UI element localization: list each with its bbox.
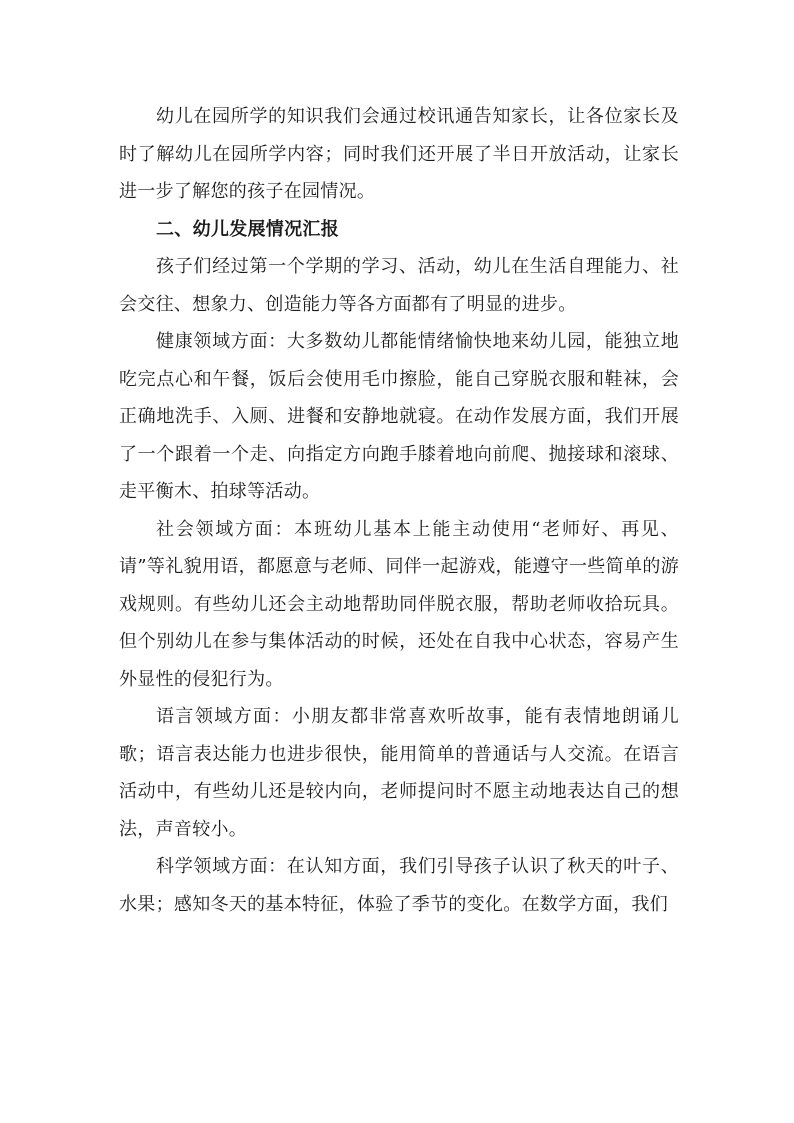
section-heading-development-report: 二、幼儿发展情况汇报 — [156, 218, 339, 240]
paragraph-science-domain: 科学领域方面：在认知方面，我们引导孩子认识了秋天的叶子、水果；感知冬天的基本特征，体验了季节的变化。在数学方面，我们 — [119, 856, 679, 915]
paragraph-parent-communication: 幼儿在园所学的知识我们会通过校讯通告知家长，让各位家长及时了解幼儿在园所学内容；同时我们还开展了半日开放活动，让家长进一步了解您的孩子在园情况。 — [119, 106, 679, 202]
paragraph-language-domain: 语言领域方面：小朋友都非常喜欢听故事，能有表情地朗诵儿歌；语言表达能力也进步很快，能用简单的普通话与人交流。在语言活动中，有些幼儿还是较内向，老师提问时不愿主动地表达自己的想法，声音较小。 — [119, 706, 679, 840]
paragraph-health-domain: 健康领域方面：大多数幼儿都能情绪愉快地来幼儿园，能独立地吃完点心和午餐，饭后会使用毛巾擦脸，能自己穿脱衣服和鞋袜，会正确地洗手、入厕、进餐和安静地就寝。在动作发展方面，我们开展了一个跟着一个走、向指定方向跑手膝着地向前爬、抛接球和滚球、走平衡木、拍球等活动。 — [119, 331, 679, 502]
paragraph-social-domain: 社会领域方面：本班幼儿基本上能主动使用“老师好、再见、请”等礼貌用语，都愿意与老师、同伴一起游戏，能遵守一些简单的游戏规则。有些幼儿还会主动地帮助同伴脱衣服，帮助老师收拾玩具。但个别幼儿在参与集体活动的时候，还处在自我中心状态，容易产生外显性的侵犯行为。 — [119, 518, 679, 690]
document-body — [119, 98, 679, 923]
paragraph-overall-progress: 孩子们经过第一个学期的学习、活动，幼儿在生活自理能力、社会交往、想象力、创造能力等各方面都有了明显的进步。 — [119, 256, 679, 315]
